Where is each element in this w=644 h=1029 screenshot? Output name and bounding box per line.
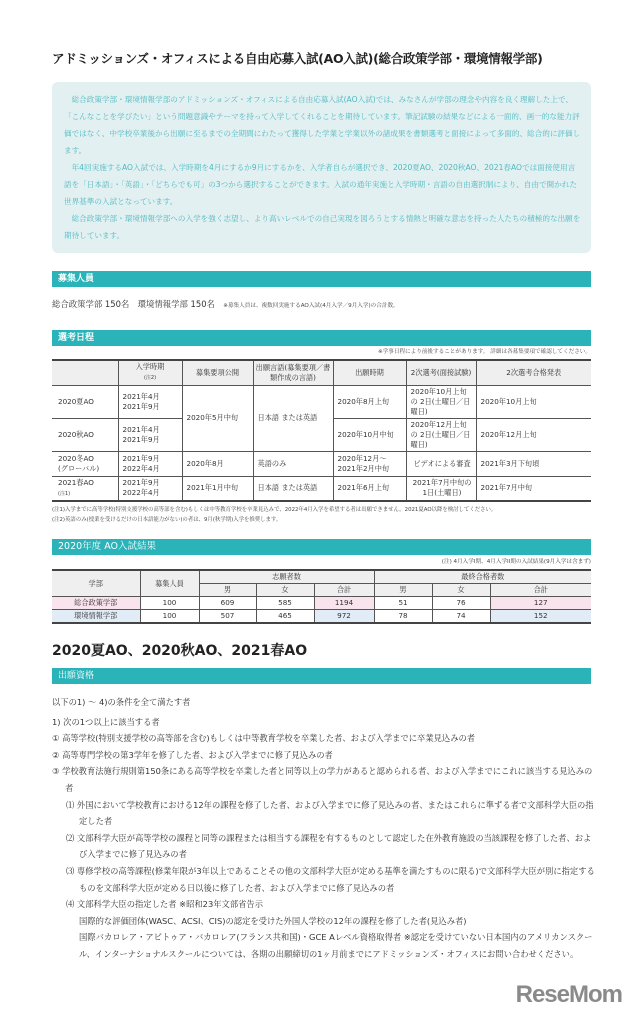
col-header: 合計 — [490, 584, 591, 597]
cell: 2020年5月中旬 — [182, 385, 253, 451]
col-header: 2次選考合格発表 — [476, 360, 591, 385]
cell: 2020夏AO — [52, 385, 118, 418]
col-header: 最終合格者数 — [374, 570, 591, 584]
schedule-heading: 選考日程 — [52, 330, 591, 346]
table-row — [52, 451, 591, 476]
section-heading: 2020夏AO、2020秋AO、2021春AO — [52, 643, 308, 659]
list-item: ⑶ 専修学校の高等課程(修業年限が3年以上であることその他の文部科学大臣が定める基準を満たすものに限る)で文部科学大臣が別に指定するものを文部科学大臣が定める日以後に修了した者、および入学までに修了見込みの者 — [66, 865, 595, 893]
cell: 2020冬AO (グローバル) — [52, 451, 118, 476]
cell: 2020年12月上旬の 2日(土曜日／日曜日) — [406, 418, 476, 451]
cell: 585 — [256, 597, 314, 610]
col-header: 女 — [256, 584, 314, 597]
cell: 609 — [199, 597, 256, 610]
page-content — [52, 0, 622, 1029]
list-item: ② 高等専門学校の第3学年を修了した者、および入学までに修了見込みの者 — [52, 749, 333, 760]
intro-paragraph: 総合政策学部・環境情報学部のアドミッションズ・オフィスによる自由応募入試(AO入試)では、みなさんが学部の理念や内容を良く理解した上で、「こんなことを学びたい」という問題意識やテーマを持って入学してくれることを期待しています。筆記試験の結果などによる一面的、画一的な能力評価ではなく、中学校卒業後から出願に至るまでの全期間にわたって獲得した学業と学業以外の諸成果を書類選考と面接によって多面的、総合的に評価します。 — [64, 95, 581, 155]
cell: 2021年1月中旬 — [182, 476, 253, 501]
cell: 2020年10月上旬 — [476, 385, 591, 418]
cell: 2020年10月上旬の 2日(土曜日／日曜日) — [406, 385, 476, 418]
cell: 日本語 または英語 — [253, 385, 333, 451]
intro-paragraph: 総合政策学部・環境情報学部への入学を強く志望し、より高いレベルでの自己実現を図ろうとする情熱と明確な意志を持った人たちの積極的な出願を期待しています。 — [64, 214, 581, 240]
list-item: ⑴ 外国において学校教育における12年の課程を修了した者、および入学までに修了見込みの者、またはこれらに準ずる者で文部科学大臣の指定した者 — [66, 799, 594, 827]
list-item: 国際バカロレア・アビトゥア・バカロレア(フランス共和国)・GCE Aレベル資格取得者 ※認定を受けていない日本国内のアメリカンスクール、インターナショナルスクールについては、各期の出願締切の1ヶ月前までにアドミッションズ・オフィスにお問い合わせください。 — [79, 932, 593, 959]
eligibility-heading: 出願資格 — [52, 668, 591, 684]
col-header: 学部 — [52, 570, 140, 597]
cell: 100 — [140, 610, 199, 624]
col-header: 男 — [199, 584, 256, 597]
cell: 総合政策学部 — [52, 597, 140, 610]
cell: 2020秋AO — [52, 418, 118, 451]
table-row — [52, 610, 591, 624]
col-header: 募集人員 — [140, 570, 199, 597]
cell: 78 — [374, 610, 432, 624]
eligibility-list — [52, 694, 597, 963]
cell: 127 — [490, 597, 591, 610]
list-item: ⑷ 文部科学大臣の指定した者 ※昭和23年文部省告示 — [66, 899, 264, 910]
cell: 2021年9月 2022年4月 — [118, 451, 182, 476]
cell: 100 — [140, 597, 199, 610]
intro-paragraph: 年4回実施するAO入試では、入学時期を4月にするか9月にするかを、入学者自らが選択でき、2020夏AO、2020秋AO、2021春AOでは面接使用言語を「日本語」・「英語」・「どちらでも可」の3つから選択することができます。入試の通年実施と入学時期・言語の自由選択制により、自由で開かれた世界基準の入試となっています。 — [64, 163, 577, 206]
cell: 2020年8月 — [182, 451, 253, 476]
list-item: 1) 次の1つ以上に該当する者 — [52, 716, 160, 727]
table-row — [52, 597, 591, 610]
cell: 2021年7月中旬の 1日(土曜日) — [406, 476, 476, 501]
cell: 2021年7月中旬 — [476, 476, 591, 501]
col-header — [52, 360, 118, 385]
table-row — [52, 476, 591, 501]
cell: ビデオによる審査 — [406, 451, 476, 476]
col-header: 男 — [374, 584, 432, 597]
cell: 英語のみ — [253, 451, 333, 476]
cell: 2020年12月〜 2021年2月中旬 — [333, 451, 406, 476]
list-item: ⑵ 文部科学大臣が高等学校の課程と同等の課程または相当する課程を有するものとして認定した在外教育施設の当該課程を修了した者、および入学までに修了見込みの者 — [66, 832, 592, 860]
results-heading: 2020年度 AO入試結果 — [52, 539, 591, 555]
recruit-note: ※募集人員は、複数回実施するAO入試(4月入学／9月入学)の合計数。 — [223, 303, 399, 309]
col-header: 出願時期 — [333, 360, 406, 385]
col-header: 志願者数 — [199, 570, 374, 584]
cell: 972 — [314, 610, 374, 624]
cell: 2020年12月上旬 — [476, 418, 591, 451]
cell: 152 — [490, 610, 591, 624]
cell: 2020年8月上旬 — [333, 385, 406, 418]
cell: 2021年6月上旬 — [333, 476, 406, 501]
lead-text: 以下の1) 〜 4)の条件を全て満たす者 — [52, 697, 191, 707]
list-item: ③ 学校教育法施行規則第150条にある高等学校を卒業した者と同等以上の学力があると認められる者、および入学までにこれに該当する見込みの者 — [52, 766, 593, 793]
cell: 2021年3月下旬頃 — [476, 451, 591, 476]
footnote: (注2)英語のみ(授業を受けるだけの日本語能力がない)の者は、9月(秋学期)入学を推奨します。 — [52, 517, 282, 523]
resemom-logo: ReseMom — [515, 980, 622, 1008]
col-header: 出願言語(募集要項／書類作成の言語) — [253, 360, 333, 385]
cell: 507 — [199, 610, 256, 624]
cell: 2021年4月 2021年9月 — [118, 385, 182, 418]
cell: 76 — [432, 597, 490, 610]
page-title: アドミッションズ・オフィスによる自由応募入試(AO入試)(総合政策学部・環境情報学部) — [52, 51, 543, 66]
col-header: 入学時期 (注2) — [118, 360, 182, 385]
recruit-text — [52, 297, 591, 311]
cell: 2020年10月中旬 — [333, 418, 406, 451]
recruit-count: 総合政策学部 150名 環境情報学部 150名 — [52, 299, 215, 309]
cell: 74 — [432, 610, 490, 624]
col-header: 募集要項公開 — [182, 360, 253, 385]
intro-box — [52, 82, 591, 253]
results-table — [52, 569, 591, 624]
cell: 51 — [374, 597, 432, 610]
cell: 1194 — [314, 597, 374, 610]
col-header: 2次選考(面接試験) — [406, 360, 476, 385]
list-item: ① 高等学校(特別支援学校の高等部を含む)もしくは中等教育学校を卒業した者、および入学までに卒業見込みの者 — [52, 733, 476, 744]
schedule-note: ※学事日程により前後することがあります。 詳細は各募集要項で確認してください。 — [378, 349, 591, 355]
list-item: 国際的な評価団体(WASC、ACSI、CIS)の認定を受けた外国人学校の12年の課程を修了した者(見込み者) — [79, 915, 467, 926]
cell: 2021年4月 2021年9月 — [118, 418, 182, 451]
schedule-table — [52, 359, 591, 502]
col-header: 女 — [432, 584, 490, 597]
recruit-heading: 募集人員 — [52, 271, 591, 287]
col-header: 合計 — [314, 584, 374, 597]
table-row — [52, 385, 591, 418]
cell: 465 — [256, 610, 314, 624]
results-note: (注) 4月入学I期、4月入学II期の入試結果(9月入学は含まず) — [441, 559, 591, 565]
cell: 環境情報学部 — [52, 610, 140, 624]
cell: 2021春AO (注1) — [52, 476, 118, 501]
cell: 日本語 または英語 — [253, 476, 333, 501]
cell: 2021年9月 2022年4月 — [118, 476, 182, 501]
footnote: (注1)入学までに高等学校(特別支援学校の高等部を含む)もしくは中等教育学校を卒業見込みで、2022年4月入学を希望する者は出願できません。2021夏AO以降を検討してください。 — [52, 507, 497, 513]
